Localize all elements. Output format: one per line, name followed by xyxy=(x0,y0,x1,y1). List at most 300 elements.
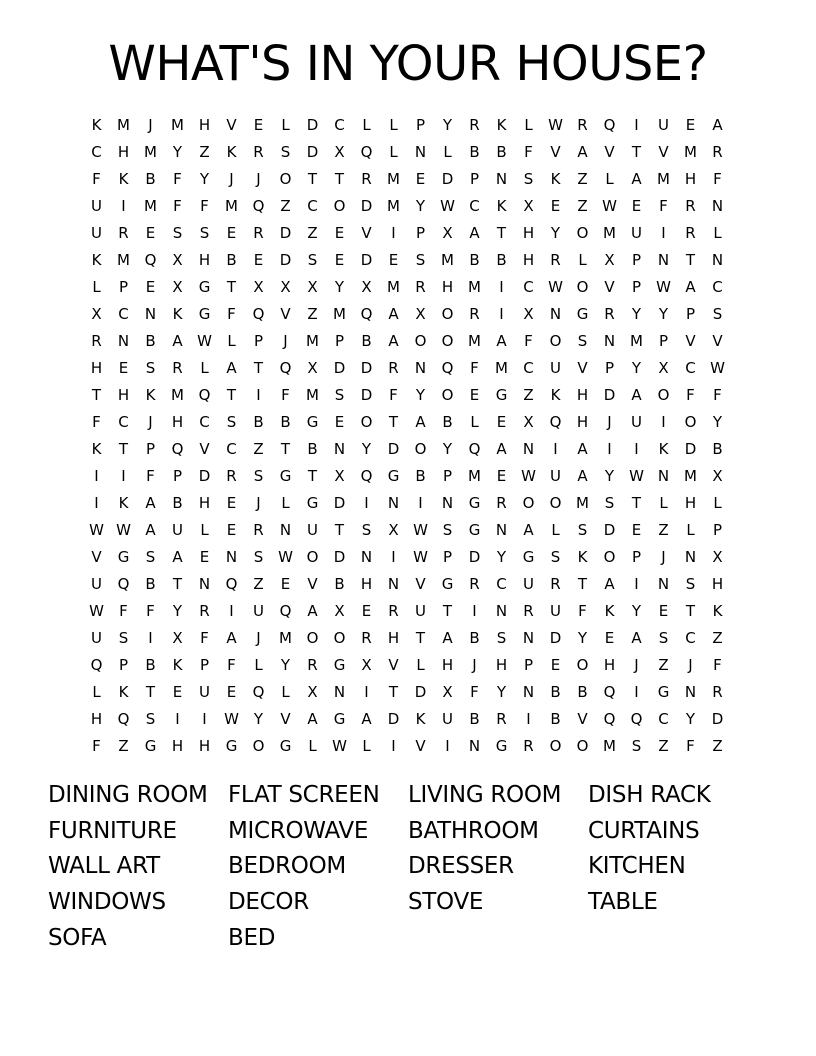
grid-letter: N xyxy=(684,548,697,566)
grid-letter: E xyxy=(334,251,345,269)
grid-letter: F xyxy=(227,656,236,674)
grid-letter: N xyxy=(441,494,454,512)
grid-letter: G xyxy=(495,386,508,404)
grid-row xyxy=(83,652,731,679)
grid-letter: Q xyxy=(441,359,454,377)
grid-letter: K xyxy=(118,683,129,701)
grid-letter: R xyxy=(361,170,372,188)
grid-letter: R xyxy=(307,656,318,674)
grid-letter: J xyxy=(607,413,612,431)
grid-letter: C xyxy=(307,197,318,215)
word-list-item: WINDOWS xyxy=(48,889,166,916)
grid-row xyxy=(83,166,731,193)
grid-letter: V xyxy=(280,305,291,323)
word-list-item: TABLE xyxy=(588,889,658,916)
grid-letter: L xyxy=(389,116,398,134)
grid-letter: Z xyxy=(658,521,669,539)
grid-letter: V xyxy=(415,575,426,593)
grid-letter: W xyxy=(413,548,428,566)
word-list-item: STOVE xyxy=(408,889,484,916)
grid-letter: S xyxy=(712,305,723,323)
grid-letter: L xyxy=(659,494,668,512)
grid-letter: I xyxy=(121,467,126,485)
grid-letter: X xyxy=(172,251,183,269)
grid-letter: X xyxy=(253,278,264,296)
grid-row xyxy=(83,274,731,301)
grid-letter: Z xyxy=(118,737,129,755)
grid-letter: F xyxy=(92,170,101,188)
grid-letter: L xyxy=(389,143,398,161)
grid-letter: S xyxy=(145,359,156,377)
grid-letter: X xyxy=(442,683,453,701)
grid-letter: F xyxy=(470,359,479,377)
grid-letter: H xyxy=(576,413,589,431)
grid-letter: L xyxy=(200,359,209,377)
grid-letter: B xyxy=(469,710,480,728)
grid-letter: Y xyxy=(631,602,642,620)
grid-letter: R xyxy=(685,224,696,242)
grid-letter: T xyxy=(253,359,264,377)
grid-letter: O xyxy=(522,494,535,512)
grid-letter: J xyxy=(661,548,666,566)
grid-letter: M xyxy=(603,737,616,755)
grid-letter: M xyxy=(225,197,238,215)
grid-letter: Y xyxy=(415,197,426,215)
grid-letter: J xyxy=(229,170,234,188)
grid-letter: B xyxy=(145,575,156,593)
grid-letter: S xyxy=(415,251,426,269)
grid-letter: T xyxy=(307,170,318,188)
grid-letter: L xyxy=(443,143,452,161)
word-list xyxy=(48,778,768,956)
grid-letter: F xyxy=(281,386,290,404)
grid-letter: T xyxy=(334,170,345,188)
grid-letter: X xyxy=(523,197,534,215)
grid-letter: O xyxy=(333,629,346,647)
grid-letter: N xyxy=(495,521,508,539)
grid-letter: Y xyxy=(550,224,561,242)
page-title: WHAT'S IN YOUR HOUSE? xyxy=(108,36,708,92)
grid-letter: B xyxy=(550,710,561,728)
grid-letter: C xyxy=(685,359,696,377)
grid-letter: O xyxy=(333,197,346,215)
grid-letter: D xyxy=(333,548,346,566)
grid-letter: T xyxy=(172,575,183,593)
grid-letter: M xyxy=(306,386,319,404)
word-list-item: MICROWAVE xyxy=(228,817,369,844)
grid-letter: A xyxy=(631,629,642,647)
grid-letter: S xyxy=(334,386,345,404)
grid-row xyxy=(83,625,731,652)
grid-letter: H xyxy=(117,143,130,161)
grid-letter: S xyxy=(577,521,588,539)
grid-letter: T xyxy=(280,440,291,458)
grid-letter: E xyxy=(226,224,237,242)
grid-letter: S xyxy=(253,548,264,566)
grid-letter: O xyxy=(360,413,373,431)
grid-letter: N xyxy=(333,683,346,701)
grid-letter: M xyxy=(387,197,400,215)
grid-letter: W xyxy=(413,521,428,539)
grid-letter: H xyxy=(522,224,535,242)
grid-letter: A xyxy=(145,521,156,539)
grid-letter: D xyxy=(603,521,616,539)
grid-letter: B xyxy=(469,143,480,161)
grid-letter: F xyxy=(659,197,668,215)
grid-letter: F xyxy=(146,602,155,620)
grid-letter: Z xyxy=(307,305,318,323)
grid-letter: B xyxy=(334,575,345,593)
grid-letter: N xyxy=(495,602,508,620)
grid-letter: K xyxy=(145,386,156,404)
grid-letter: V xyxy=(226,116,237,134)
grid-letter: V xyxy=(604,143,615,161)
grid-letter: X xyxy=(172,629,183,647)
word-list-item: FURNITURE xyxy=(48,817,177,844)
grid-letter: K xyxy=(496,116,507,134)
grid-letter: M xyxy=(171,116,184,134)
grid-letter: T xyxy=(631,494,642,512)
grid-letter: A xyxy=(442,629,453,647)
grid-letter: G xyxy=(117,548,130,566)
grid-letter: P xyxy=(442,467,453,485)
grid-letter: L xyxy=(200,521,209,539)
grid-letter: R xyxy=(118,224,129,242)
grid-letter: Y xyxy=(442,440,453,458)
grid-letter: Z xyxy=(577,170,588,188)
grid-letter: C xyxy=(91,143,102,161)
word-list-item: DECOR xyxy=(228,889,309,916)
grid-letter: E xyxy=(550,197,561,215)
grid-letter: J xyxy=(148,116,153,134)
grid-letter: Q xyxy=(360,143,373,161)
grid-letter: E xyxy=(550,656,561,674)
grid-letter: J xyxy=(256,494,261,512)
grid-letter: I xyxy=(661,224,666,242)
grid-letter: I xyxy=(202,710,207,728)
grid-letter: F xyxy=(92,413,101,431)
grid-letter: R xyxy=(388,359,399,377)
grid-letter: Z xyxy=(253,440,264,458)
grid-letter: D xyxy=(468,548,481,566)
grid-letter: Y xyxy=(496,548,507,566)
grid-letter: G xyxy=(198,305,211,323)
grid-letter: L xyxy=(281,494,290,512)
grid-letter: F xyxy=(713,386,722,404)
grid-letter: F xyxy=(686,386,695,404)
grid-letter: L xyxy=(713,494,722,512)
grid-letter: Q xyxy=(252,305,265,323)
grid-letter: T xyxy=(577,575,588,593)
grid-letter: X xyxy=(523,413,534,431)
grid-letter: U xyxy=(631,413,642,431)
grid-letter: M xyxy=(171,386,184,404)
word-list-item: KITCHEN xyxy=(588,853,686,880)
grid-letter: H xyxy=(522,251,535,269)
grid-letter: G xyxy=(522,548,535,566)
grid-letter: H xyxy=(198,737,211,755)
grid-letter: K xyxy=(550,386,561,404)
grid-letter: Z xyxy=(577,197,588,215)
grid-row xyxy=(83,382,731,409)
grid-letter: A xyxy=(577,440,588,458)
grid-letter: I xyxy=(499,278,504,296)
grid-letter: H xyxy=(684,494,697,512)
grid-letter: D xyxy=(603,386,616,404)
grid-letter: Y xyxy=(496,683,507,701)
grid-letter: J xyxy=(148,413,153,431)
grid-letter: B xyxy=(361,332,372,350)
grid-letter: M xyxy=(630,332,643,350)
grid-letter: U xyxy=(550,467,561,485)
grid-letter: A xyxy=(577,143,588,161)
grid-letter: F xyxy=(389,386,398,404)
grid-letter: E xyxy=(226,521,237,539)
grid-letter: S xyxy=(604,494,615,512)
grid-letter: I xyxy=(553,440,558,458)
grid-letter: G xyxy=(468,494,481,512)
grid-letter: S xyxy=(307,251,318,269)
grid-letter: Y xyxy=(361,440,372,458)
grid-letter: V xyxy=(658,143,669,161)
grid-letter: K xyxy=(550,170,561,188)
grid-letter: T xyxy=(226,386,237,404)
grid-letter: Y xyxy=(604,467,615,485)
grid-letter: F xyxy=(200,197,209,215)
grid-letter: F xyxy=(524,143,533,161)
grid-letter: B xyxy=(469,251,480,269)
grid-letter: T xyxy=(631,143,642,161)
grid-letter: L xyxy=(578,251,587,269)
grid-letter: N xyxy=(225,548,238,566)
grid-letter: W xyxy=(602,197,617,215)
grid-letter: K xyxy=(118,170,129,188)
grid-letter: E xyxy=(496,413,507,431)
grid-letter: X xyxy=(91,305,102,323)
grid-letter: I xyxy=(391,548,396,566)
grid-letter: F xyxy=(173,197,182,215)
grid-letter: A xyxy=(469,224,480,242)
grid-letter: E xyxy=(361,602,372,620)
grid-letter: M xyxy=(684,143,697,161)
grid-letter: W xyxy=(440,197,455,215)
grid-letter: Y xyxy=(631,359,642,377)
grid-letter: N xyxy=(387,494,400,512)
grid-letter: Y xyxy=(172,602,183,620)
grid-letter: L xyxy=(362,116,371,134)
grid-letter: I xyxy=(364,494,369,512)
grid-letter: Q xyxy=(468,440,481,458)
grid-letter: B xyxy=(577,683,588,701)
grid-letter: I xyxy=(391,224,396,242)
grid-letter: X xyxy=(307,683,318,701)
grid-letter: J xyxy=(256,629,261,647)
grid-letter: G xyxy=(333,656,346,674)
grid-letter: O xyxy=(576,656,589,674)
grid-letter: F xyxy=(92,737,101,755)
grid-letter: Q xyxy=(603,683,616,701)
grid-row xyxy=(83,193,731,220)
grid-letter: F xyxy=(713,656,722,674)
grid-letter: U xyxy=(91,575,102,593)
grid-letter: W xyxy=(89,521,104,539)
grid-letter: Z xyxy=(523,386,534,404)
grid-letter: D xyxy=(711,710,724,728)
grid-letter: V xyxy=(91,548,102,566)
grid-letter: I xyxy=(94,494,99,512)
grid-letter: R xyxy=(550,575,561,593)
grid-letter: I xyxy=(661,413,666,431)
grid-row xyxy=(83,220,731,247)
grid-letter: Q xyxy=(279,602,292,620)
grid-letter: Q xyxy=(90,656,103,674)
grid-letter: H xyxy=(441,278,454,296)
grid-letter: T xyxy=(307,467,318,485)
grid-letter: V xyxy=(685,332,696,350)
grid-letter: H xyxy=(603,656,616,674)
grid-letter: V xyxy=(280,710,291,728)
grid-letter: P xyxy=(631,278,642,296)
grid-letter: J xyxy=(256,170,261,188)
grid-letter: C xyxy=(685,629,696,647)
grid-letter: O xyxy=(549,737,562,755)
grid-row xyxy=(83,301,731,328)
grid-letter: V xyxy=(361,224,372,242)
grid-letter: I xyxy=(634,575,639,593)
grid-letter: D xyxy=(333,359,346,377)
grid-letter: H xyxy=(387,629,400,647)
grid-letter: B xyxy=(253,413,264,431)
grid-letter: R xyxy=(253,521,264,539)
grid-letter: N xyxy=(549,305,562,323)
grid-letter: A xyxy=(172,548,183,566)
grid-letter: L xyxy=(524,116,533,134)
grid-letter: N xyxy=(414,359,427,377)
grid-letter: U xyxy=(199,683,210,701)
grid-letter: Z xyxy=(658,737,669,755)
grid-letter: G xyxy=(225,737,238,755)
grid-letter: X xyxy=(361,656,372,674)
grid-letter: O xyxy=(684,413,697,431)
grid-letter: K xyxy=(118,494,129,512)
word-list-item: LIVING ROOM xyxy=(408,782,562,808)
grid-letter: M xyxy=(279,629,292,647)
grid-letter: M xyxy=(657,170,670,188)
grid-letter: L xyxy=(470,413,479,431)
grid-letter: F xyxy=(173,170,182,188)
grid-letter: S xyxy=(631,737,642,755)
grid-letter: Y xyxy=(280,656,291,674)
grid-letter: Y xyxy=(577,629,588,647)
grid-letter: Q xyxy=(171,440,184,458)
grid-letter: S xyxy=(280,143,291,161)
grid-row xyxy=(83,733,731,760)
grid-letter: R xyxy=(253,143,264,161)
grid-letter: R xyxy=(388,602,399,620)
grid-letter: W xyxy=(332,737,347,755)
grid-letter: M xyxy=(468,278,481,296)
grid-letter: C xyxy=(118,413,129,431)
word-list-item: BATHROOM xyxy=(408,817,539,844)
grid-letter: R xyxy=(496,710,507,728)
grid-letter: Y xyxy=(253,710,264,728)
grid-letter: C xyxy=(334,116,345,134)
grid-letter: G xyxy=(306,494,319,512)
grid-letter: J xyxy=(688,656,693,674)
grid-letter: U xyxy=(253,602,264,620)
grid-letter: K xyxy=(172,656,183,674)
grid-letter: U xyxy=(631,224,642,242)
grid-letter: V xyxy=(388,656,399,674)
grid-row xyxy=(83,571,731,598)
grid-letter: P xyxy=(415,224,426,242)
grid-letter: S xyxy=(199,224,210,242)
grid-letter: K xyxy=(415,710,426,728)
grid-letter: N xyxy=(522,629,535,647)
grid-letter: A xyxy=(145,494,156,512)
grid-letter: A xyxy=(577,467,588,485)
grid-letter: X xyxy=(712,467,723,485)
grid-letter: D xyxy=(549,629,562,647)
grid-letter: D xyxy=(360,251,373,269)
grid-row xyxy=(83,139,731,166)
grid-letter: L xyxy=(686,521,695,539)
grid-letter: S xyxy=(658,629,669,647)
grid-letter: M xyxy=(306,332,319,350)
grid-letter: A xyxy=(496,332,507,350)
grid-letter: E xyxy=(415,170,426,188)
grid-letter: X xyxy=(334,143,345,161)
grid-letter: O xyxy=(576,224,589,242)
grid-letter: B xyxy=(280,413,291,431)
grid-letter: Q xyxy=(252,683,265,701)
grid-letter: T xyxy=(226,278,237,296)
grid-letter: E xyxy=(172,683,183,701)
grid-letter: N xyxy=(603,332,616,350)
grid-letter: L xyxy=(551,521,560,539)
grid-row xyxy=(83,490,731,517)
grid-letter: C xyxy=(523,278,534,296)
grid-letter: B xyxy=(172,494,183,512)
word-list-item: FLAT SCREEN xyxy=(228,782,380,808)
grid-letter: Q xyxy=(549,413,562,431)
grid-letter: E xyxy=(496,467,507,485)
grid-letter: S xyxy=(442,521,453,539)
grid-letter: W xyxy=(89,602,104,620)
grid-letter: Z xyxy=(280,197,291,215)
grid-letter: E xyxy=(685,116,696,134)
grid-letter: A xyxy=(523,521,534,539)
grid-letter: N xyxy=(657,575,670,593)
grid-letter: W xyxy=(548,116,563,134)
grid-letter: H xyxy=(171,737,184,755)
grid-row xyxy=(83,436,731,463)
grid-letter: L xyxy=(254,656,263,674)
grid-letter: T xyxy=(388,413,399,431)
grid-letter: B xyxy=(496,251,507,269)
grid-letter: R xyxy=(361,629,372,647)
grid-letter: P xyxy=(118,656,129,674)
grid-letter: W xyxy=(224,710,239,728)
grid-letter: D xyxy=(387,710,400,728)
grid-letter: I xyxy=(148,629,153,647)
grid-letter: L xyxy=(605,170,614,188)
grid-letter: A xyxy=(388,305,399,323)
grid-letter: M xyxy=(144,143,157,161)
grid-letter: W xyxy=(116,521,131,539)
grid-letter: E xyxy=(253,116,264,134)
grid-letter: I xyxy=(94,467,99,485)
